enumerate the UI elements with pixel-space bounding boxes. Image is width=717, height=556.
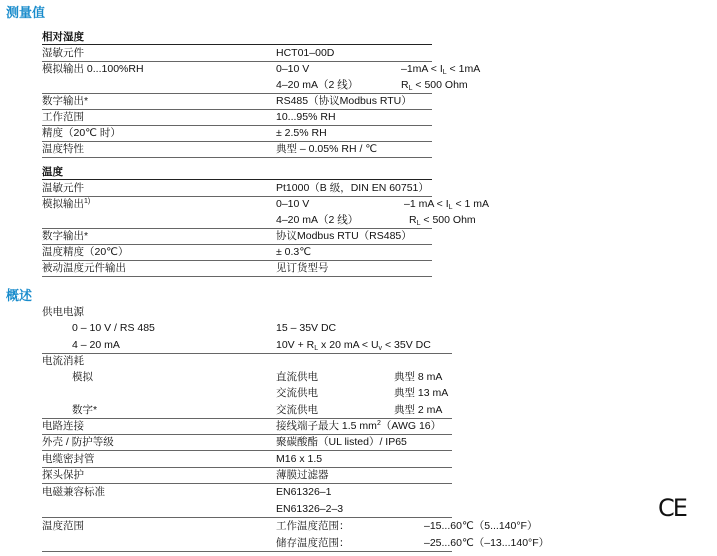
current-value: 典型 8 mA (394, 371, 443, 383)
divider (42, 517, 452, 518)
divider (42, 125, 432, 126)
row-value: 4–20 mA（2 线） (276, 214, 359, 226)
supply-label: 供电电源 (42, 306, 84, 318)
row-label: 被动温度元件输出 (42, 262, 126, 274)
row-label: 数字输出* (42, 230, 89, 242)
emc-label: 电磁兼容标准 (42, 486, 105, 498)
gland-value: M16 x 1.5 (276, 453, 323, 465)
row-label: 模拟输出 0...100%RH (42, 63, 144, 75)
divider (42, 157, 432, 158)
supply-sub-value: 15 – 35V DC (276, 322, 337, 334)
current-value: 典型 13 mA (394, 387, 449, 399)
row-label: 温敏元件 (42, 182, 84, 194)
current-type: 直流供电 (276, 371, 318, 383)
storage-temp-value: –25...60℃（–13...140°F） (424, 537, 550, 549)
row-value: 0–10 V (276, 198, 310, 210)
current-value: 典型 2 mA (394, 404, 443, 416)
divider (42, 467, 452, 468)
row-note: $-1mA < I_L < 1mA$ (401, 63, 481, 76)
emc-value: EN61326–1 (276, 486, 332, 498)
row-value: 典型 – 0.05% RH / ℃ (276, 143, 378, 155)
housing-label: 外壳 / 防护等级 (42, 436, 114, 448)
divider (42, 93, 432, 94)
current-analog-label: 模拟 (72, 371, 93, 383)
divider (42, 109, 432, 110)
row-value: 见订货型号 (276, 262, 329, 274)
row-label: 数字输出* (42, 95, 89, 107)
row-note: –1 mA < $I_L < 1$ mA (404, 198, 490, 211)
housing-value: 聚碳酸酯（UL listed）/ IP65 (276, 436, 407, 448)
row-value: RS485（协议Modbus RTU） (276, 95, 412, 107)
divider (42, 244, 432, 245)
ce-mark: CE (658, 494, 686, 522)
connection-value: 接线端子最大 1.5 $mm^2(AWG$ 16） (276, 420, 442, 432)
row-value: 协议Modbus RTU（RS485） (276, 230, 412, 242)
supply-sub-label: 0 – 10 V / RS 485 (72, 322, 155, 334)
divider (42, 434, 452, 435)
divider (42, 61, 432, 62)
humidity-heading: 相对湿度 (42, 31, 84, 43)
row-value: 4–20 mA（2 线） (276, 79, 359, 91)
op-temp-value: –15...60℃（5...140°F） (424, 520, 538, 532)
probe-label: 探头保护 (42, 469, 84, 481)
divider (42, 551, 452, 552)
divider (42, 260, 432, 261)
current-type: 交流供电 (276, 387, 318, 399)
divider (42, 179, 432, 180)
temp-range-label: 温度范围 (42, 520, 84, 532)
temperature-heading: 温度 (42, 166, 63, 178)
row-value: Pt1000（B 级，DIN EN 60751） (276, 182, 429, 194)
row-label: 模拟输出$^{1)}$ (42, 198, 91, 210)
row-label: 湿敏元件 (42, 47, 84, 59)
row-label: 温度精度（20℃） (42, 246, 129, 258)
gland-label: 电缆密封管 (42, 453, 95, 465)
section-title-measurement: 测量值 (6, 5, 46, 20)
row-note: $R_L < 500$ Ohm (409, 214, 476, 227)
divider (42, 276, 432, 277)
current-digital-label: 数字* (72, 404, 98, 416)
emc-value: EN61326–2–3 (276, 503, 344, 515)
divider (42, 196, 432, 197)
storage-temp-label: 储存温度范围： (276, 537, 350, 549)
divider (42, 353, 452, 354)
divider (42, 450, 452, 451)
connection-label: 电路连接 (42, 420, 84, 432)
divider (42, 228, 432, 229)
probe-value: 薄膜过滤器 (276, 469, 329, 481)
divider (42, 44, 432, 45)
divider (42, 418, 452, 419)
divider (42, 141, 432, 142)
supply-sub-value: $10V + R_L$ x 20 mA < $U_v < 35V$ DC (276, 339, 431, 352)
row-value: 0–10 V (276, 63, 310, 75)
op-temp-label: 工作温度范围： (276, 520, 350, 532)
row-value: 10...95% RH (276, 111, 336, 123)
divider (42, 483, 452, 484)
row-label: 温度特性 (42, 143, 84, 155)
section-title-general: 概述 (6, 288, 33, 303)
supply-sub-label: 4 – 20 mA (72, 339, 120, 351)
current-type: 交流供电 (276, 404, 318, 416)
row-value: HCT01–00D (276, 47, 335, 59)
row-label: 工作范围 (42, 111, 84, 123)
row-label: 精度（20℃ 时） (42, 127, 121, 139)
row-value: ± 2.5% RH (276, 127, 327, 139)
row-note: $R_L < 500$ Ohm (401, 79, 468, 92)
row-value: ± 0.3℃ (276, 246, 312, 258)
current-label: 电流消耗 (42, 355, 84, 367)
